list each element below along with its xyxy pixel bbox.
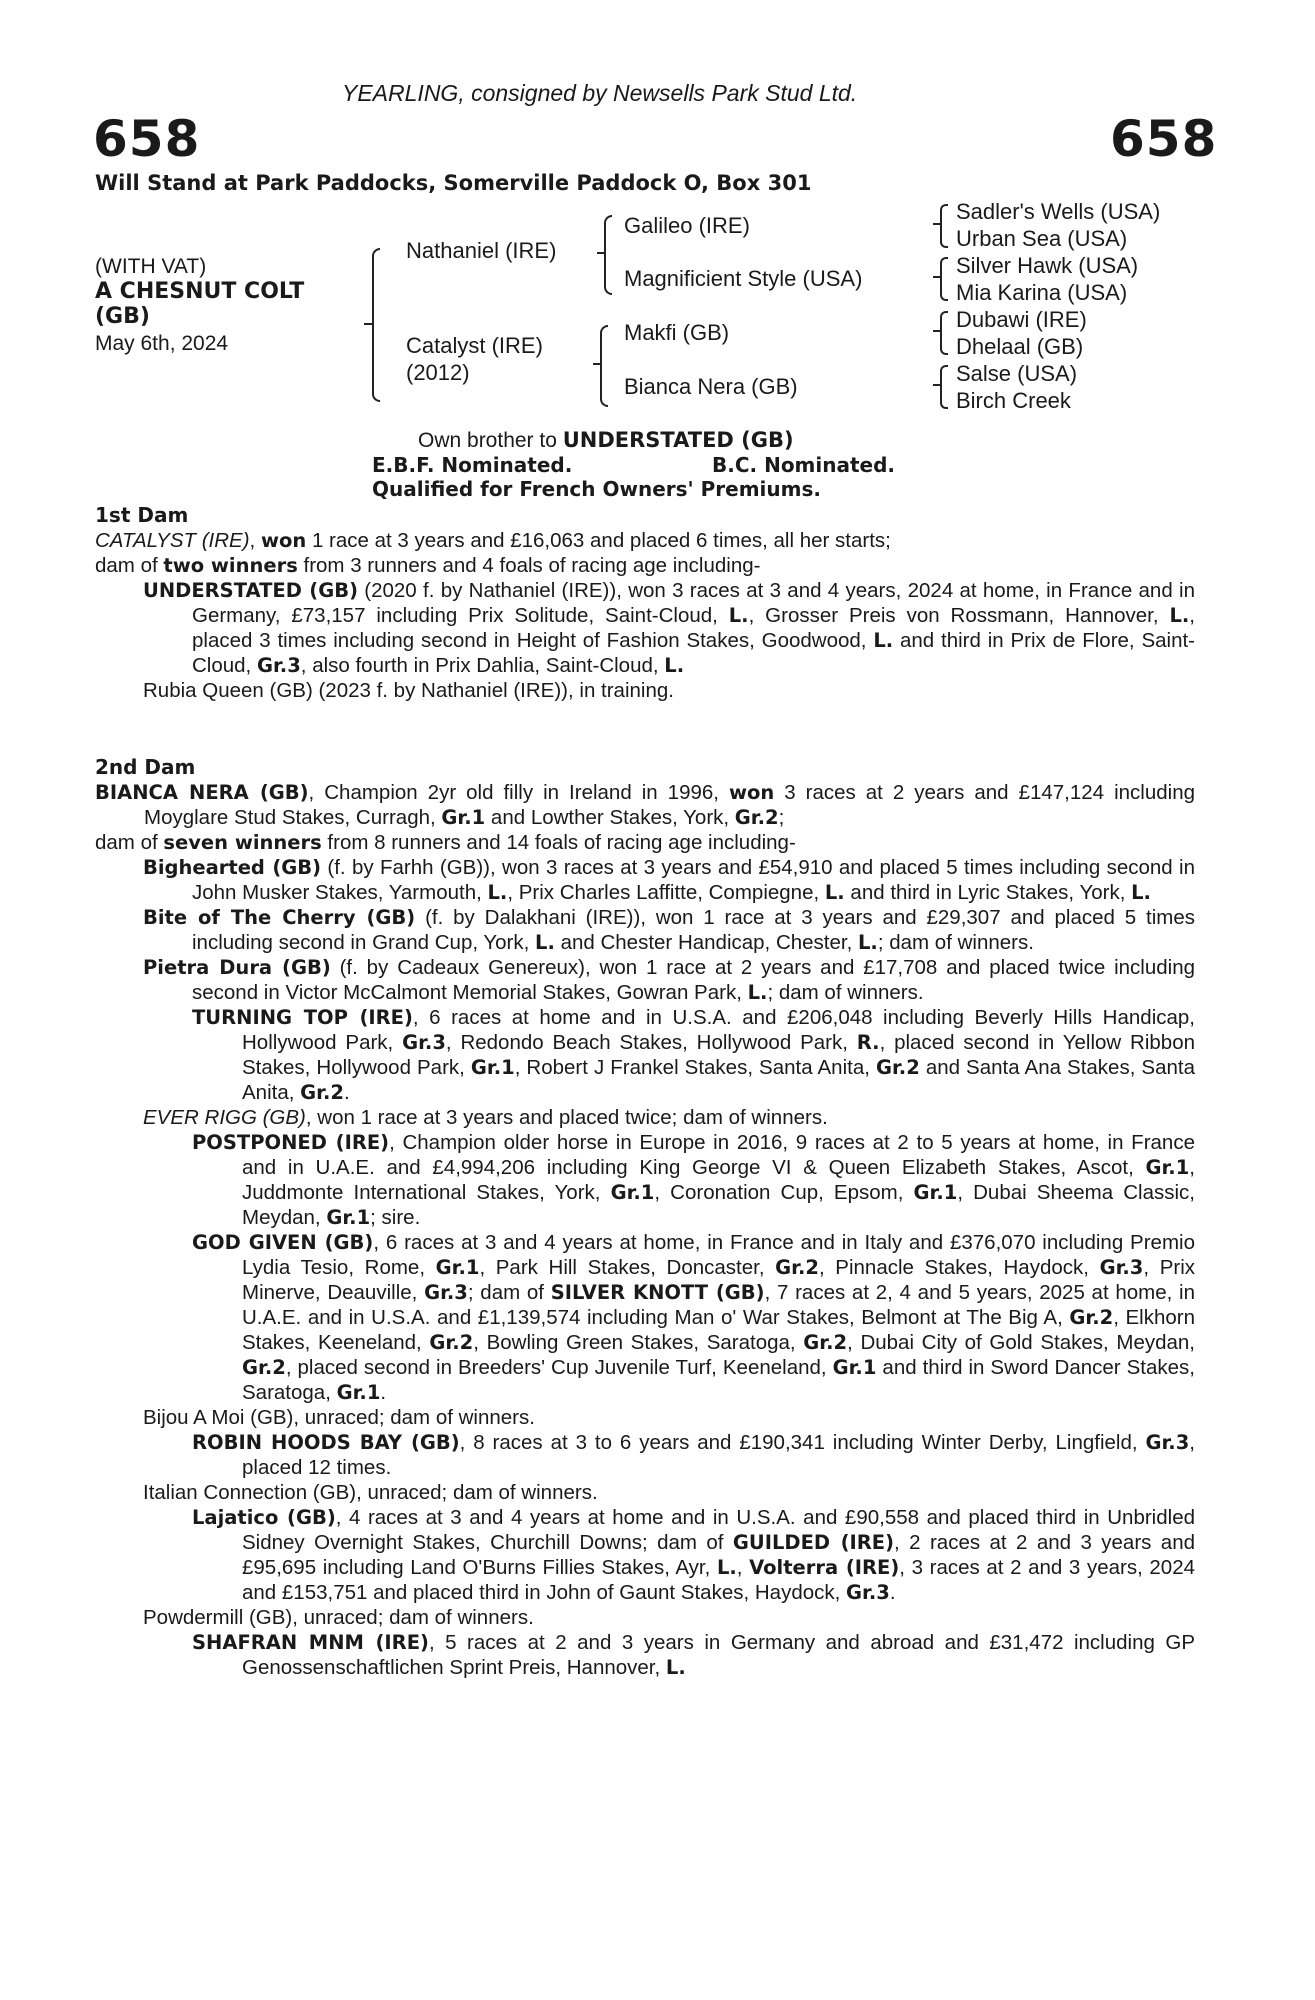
- foaling-date: May 6th, 2024: [95, 332, 229, 355]
- dam-year: (2012): [406, 360, 470, 385]
- second-dam-heading: 2nd Dam: [95, 755, 196, 779]
- powdermill-entry: Powdermill (GB), unraced; dam of winners.: [143, 1606, 534, 1629]
- lot-number-left: 658: [93, 110, 201, 168]
- brace-dam: [600, 325, 608, 407]
- bianca-nera-entry: BIANCA NERA (GB), Champion 2yr old filly in Ireland in 1996, won 3 races at 2 years and £147,124 including Moyglare Stud Stakes, Curragh, Gr.1 and Lowther Stakes, York, Gr.2;: [95, 781, 1195, 829]
- dam: Catalyst (IRE): [406, 333, 543, 358]
- brace-dd: [940, 365, 948, 409]
- second-dam-produce: dam of seven winners from 8 runners and 14 foals of racing age including-: [95, 831, 796, 854]
- understated-entry: UNDERSTATED (GB) (2020 f. by Nathaniel (IRE)), won 3 races at 3 and 4 years, 2024 at home, in France and in Germany, £73,157 including Prix Solitude, Saint-Cloud, L., Grosser Preis von Rossmann, Hannover, L., placed 3 times including second in Height of Fashion Stakes, Goodwood, L. and third in Prix de Flore, Saint-Cloud, Gr.3, also fourth in Prix Dahlia, Saint-Cloud, L.: [143, 579, 1195, 677]
- bighearted-entry: Bighearted (GB) (f. by Farhh (GB)), won 3 races at 3 years and £54,910 and placed 5 times including second in John Musker Stakes, Yarmouth, L., Prix Charles Laffitte, Compiegne, L. and third in Lyric Stakes, York, L.: [143, 856, 1195, 904]
- sdd: Mia Karina (USA): [956, 280, 1128, 305]
- location-line: Will Stand at Park Paddocks, Somerville Paddock O, Box 301: [95, 171, 812, 195]
- ever-rigg-entry: EVER RIGG (GB), won 1 race at 3 years and placed twice; dam of winners.: [143, 1106, 828, 1129]
- french-premiums: Qualified for French Owners' Premiums.: [372, 477, 821, 501]
- brace-main: [372, 248, 380, 402]
- italian-connection-entry: Italian Connection (GB), unraced; dam of winners.: [143, 1481, 598, 1504]
- first-dam-section: [95, 503, 1195, 703]
- consignor-line: YEARLING, consigned by Newsells Park Stud Ltd.: [342, 80, 858, 106]
- turning-top-entry: TURNING TOP (IRE), 6 races at home and in U.S.A. and £206,048 including Beverly Hills Handicap, Hollywood Park, Gr.3, Redondo Beach Stakes, Hollywood Park, R., placed second in Yellow Ribbon Stakes, Hollywood Park, Gr.1, Robert J Frankel Stakes, Santa Anita, Gr.2 and Santa Ana Stakes, Santa Anita, Gr.2.: [192, 1006, 1196, 1104]
- brace-ss: [940, 204, 948, 248]
- brace-ds: [940, 311, 948, 355]
- bite-of-the-cherry-entry: Bite of The Cherry (GB) (f. by Dalakhani (IRE)), won 1 race at 3 years and £29,307 and placed 5 times including second in Grand Cup, York, L. and Chester Handicap, Chester, L.; dam of winners.: [143, 906, 1195, 954]
- horse-origin: (GB): [95, 304, 150, 329]
- ddd: Birch Creek: [956, 388, 1071, 413]
- ebf-nominated: E.B.F. Nominated.: [372, 453, 573, 477]
- bc-nominated: B.C. Nominated.: [712, 453, 896, 477]
- dds: Salse (USA): [956, 361, 1078, 386]
- sss: Sadler's Wells (USA): [956, 199, 1161, 224]
- first-dam-heading: 1st Dam: [95, 503, 189, 527]
- brace-sire: [604, 215, 612, 295]
- rubia-queen-entry: Rubia Queen (GB) (2023 f. by Nathaniel (IRE)), in training.: [143, 679, 674, 702]
- lajatico-entry: Lajatico (GB), 4 races at 3 and 4 years at home and in U.S.A. and £90,558 and placed third in Unbridled Sidney Overnight Stakes, Churchill Downs; dam of GUILDED (IRE), 2 races at 2 and 3 years and £95,695 including Land O'Burns Fillies Stakes, Ayr, L., Volterra (IRE), 3 races at 2 and 3 years, 2024 and £153,751 and placed third in John of Gaunt Stakes, Haydock, Gr.3.: [192, 1506, 1196, 1604]
- sire-sire: Galileo (IRE): [624, 213, 750, 238]
- own-brother-line: Own brother to UNDERSTATED (GB): [418, 428, 794, 452]
- dsd: Dhelaal (GB): [956, 334, 1084, 359]
- robin-hoods-bay-entry: ROBIN HOODS BAY (GB), 8 races at 3 to 6 years and £190,341 including Winter Derby, Lingfield, Gr.3, placed 12 times.: [192, 1431, 1195, 1479]
- first-dam-summary: CATALYST (IRE), won 1 race at 3 years and £16,063 and placed 6 times, all her starts;: [95, 529, 891, 552]
- sire-dam: Magnificient Style (USA): [624, 266, 863, 291]
- second-dam-section: [95, 755, 1195, 1680]
- lot-number-right: 658: [1110, 110, 1218, 168]
- brace-sd: [940, 257, 948, 301]
- vat-label: (WITH VAT): [95, 255, 207, 278]
- god-given-entry: GOD GIVEN (GB), 6 races at 3 and 4 years at home, in France and in Italy and £376,070 including Premio Lydia Tesio, Rome, Gr.1, Park Hill Stakes, Doncaster, Gr.2, Pinnacle Stakes, Haydock, Gr.3, Prix Minerve, Deauville, Gr.3; dam of SILVER KNOTT (GB), 7 races at 2, 4 and 5 years, 2025 at home, in U.A.E. and in U.S.A. and £1,139,574 including Man o' War Stakes, Belmont at The Big A, Gr.2, Elkhorn Stakes, Keeneland, Gr.2, Bowling Green Stakes, Saratoga, Gr.2, Dubai City of Gold Stakes, Meydan, Gr.2, placed second in Breeders' Cup Juvenile Turf, Keeneland, Gr.1 and third in Sword Dancer Stakes, Saratoga, Gr.1.: [192, 1231, 1196, 1404]
- ssd: Urban Sea (USA): [956, 226, 1128, 251]
- pietra-dura-entry: Pietra Dura (GB) (f. by Cadeaux Genereux), won 1 race at 2 years and £17,708 and placed twice including second in Victor McCalmont Memorial Stakes, Gowran Park, L.; dam of winners.: [143, 956, 1195, 1004]
- first-dam-produce: dam of two winners from 3 runners and 4 foals of racing age including-: [95, 554, 761, 577]
- postponed-entry: POSTPONED (IRE), Champion older horse in Europe in 2016, 9 races at 2 to 5 years at home, in France and in U.A.E. and £4,994,206 including King George VI & Queen Elizabeth Stakes, Ascot, Gr.1, Juddmonte International Stakes, York, Gr.1, Coronation Cup, Epsom, Gr.1, Dubai Sheema Classic, Meydan, Gr.1; sire.: [192, 1131, 1195, 1229]
- own-brother-name: UNDERSTATED (GB): [562, 428, 794, 452]
- dss: Dubawi (IRE): [956, 307, 1087, 332]
- horse-name: A CHESNUT COLT: [95, 279, 305, 304]
- sire: Nathaniel (IRE): [406, 238, 557, 263]
- shafran-mnm-entry: SHAFRAN MNM (IRE), 5 races at 2 and 3 years in Germany and abroad and £31,472 including GP Genossenschaftlichen Sprint Preis, Hannover, L.: [192, 1631, 1196, 1679]
- dam-dam: Bianca Nera (GB): [624, 374, 798, 399]
- sds: Silver Hawk (USA): [956, 253, 1139, 278]
- dam-sire: Makfi (GB): [624, 320, 730, 345]
- bijou-a-moi-entry: Bijou A Moi (GB), unraced; dam of winners.: [143, 1406, 535, 1429]
